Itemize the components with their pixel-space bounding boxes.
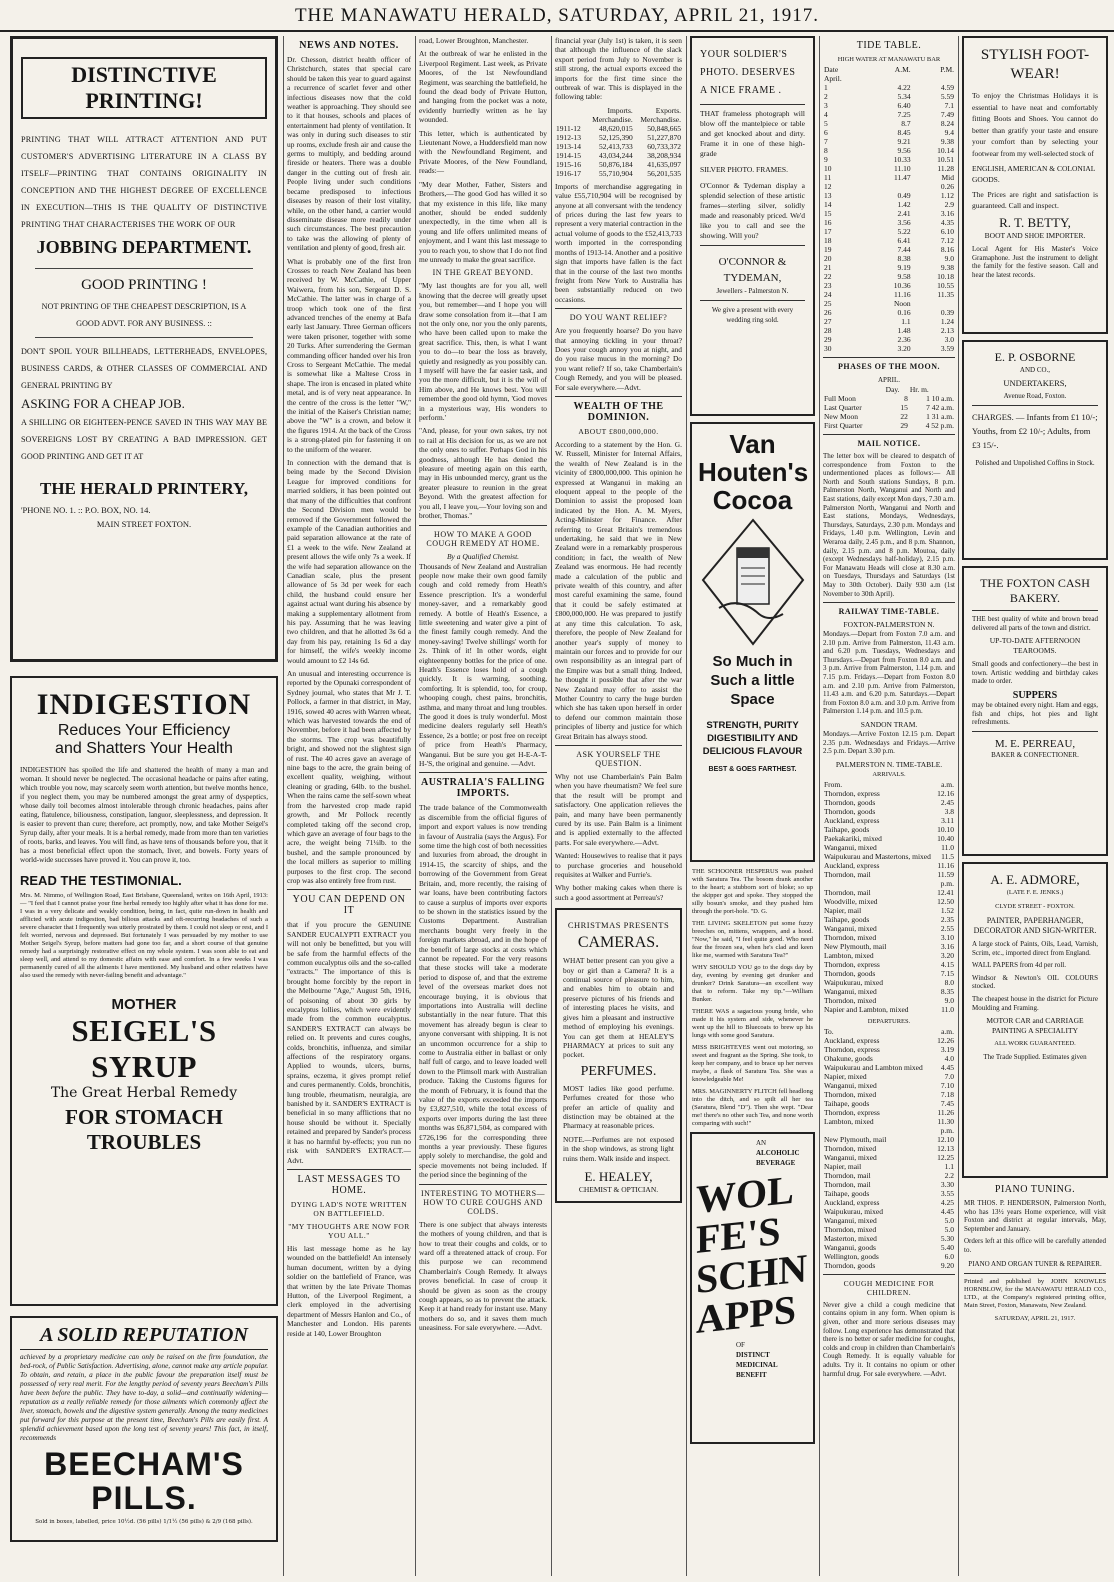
vanhouten-tag3: BEST & GOES FARTHEST. [708, 766, 797, 773]
beechams-pills: BEECHAM'S PILLS. [44, 1446, 244, 1516]
table-row: Woodville, mixed 12.50 [824, 896, 954, 906]
table-row: 20 8.38 9.0 [824, 254, 954, 263]
col4-p1: financial year (July 1st) is taken, it is seen that although the influence of the slack export period from July to November is still strong, the actual exports exceed the imports for the first time since the outbreak of war. This is displayed in the following table: [555, 36, 682, 102]
table-row: Taihape, goods 2.35 [824, 914, 954, 924]
column-rule [283, 36, 284, 1576]
column-3 [419, 36, 547, 1576]
piano-notice [962, 1184, 1108, 1324]
tide-title: TIDE TABLE. [856, 40, 922, 51]
column-2 [287, 36, 411, 1576]
admore-frame: The cheapest house in the district for Picture Moulding and Framing. [972, 994, 1098, 1012]
bother: Why bother making cakes when there is such a good assortment at Perreau's? [555, 883, 682, 902]
seigels-syrup: SEIGEL'S SYRUP [71, 1013, 217, 1084]
perreau-name: M. E. PERREAU, [994, 737, 1076, 750]
depend-title: YOU CAN DEPEND ON IT [292, 894, 406, 917]
table-row: 19 7.44 8.16 [824, 245, 954, 254]
indigestion-sub2: and Shatters Your Health [55, 740, 233, 757]
masthead: THE MANAWATU HERALD, SATURDAY, APRIL 21, 1917. [0, 2, 1114, 32]
wolfe-alcoholic: ALCOHOLIC BEVERAGE [756, 1149, 800, 1167]
perfumes-note: NOTE.—Perfumes are not exposed in the shop windows, as strong light ruins them. Walk inside and inspect. [563, 1134, 674, 1163]
table-row: 24 11.16 11.35 [824, 290, 954, 299]
table-row: Thorndon, mail 2.2 [824, 1170, 954, 1180]
table-row: 4 7.25 7.49 [824, 110, 954, 119]
bakery-tea: UP-TO-DATE AFTERNOON TEAROOMS. [989, 636, 1081, 656]
admore-work: ALL WORK GUARANTEED. [994, 1040, 1076, 1048]
news-title: NEWS AND NOTES. [299, 40, 399, 51]
rail-fp: FOXTON-PALMERSTON N. [843, 620, 935, 630]
table-row: 13 0.49 1.12 [824, 191, 954, 200]
table-row: 11 11.47 Mid [824, 173, 954, 182]
table-row: 8 9.56 10.14 [824, 146, 954, 155]
indigestion-sub1: Reduces Your Efficiency [57, 722, 231, 739]
perreau-role: BAKER & CONFECTIONER. [991, 750, 1079, 759]
printery-body: PRINTING THAT WILL ATTRACT ATTENTION AND PUT CUSTOMER'S ADVERTISING LITERATURE IN A CLASS BY ITSELF—PRINTING THAT CONTAINS ORIGINALITY IN CONCEPTION AND THE HIGHEST DEGREE OF EXCELLENCE IN EXECUTION—THIS IS THE QUALITY OF DISTINCTIVE PRINTING THAT CHARACTERISES THE WORK OF OUR [21, 135, 267, 229]
table-row: 17 5.22 6.10 [824, 227, 954, 236]
osborne-name: E. P. OSBORNE [994, 350, 1076, 364]
osborne-ad [962, 340, 1108, 560]
table-row: Thorndon, goods 9.20 [824, 1260, 954, 1270]
photo-frame-ad [690, 36, 815, 416]
table-row: Wanganui, mixed 5.0 [824, 1215, 954, 1225]
saved-body: A SHILLING OR EIGHTEEN-PENCE SAVED IN THIS WAY MAY BE SOVEREIGNS LOST BY CREATING A BAD IMPRESSION. GET GOOD PRINTING AND GET IT AT [21, 418, 267, 461]
column-rule [819, 36, 820, 1576]
column-7 [962, 36, 1108, 1576]
table-row: New Plymouth, mail 3.16 [824, 941, 954, 951]
table-row: Thorndon, express 11.26 [824, 1107, 954, 1117]
news-p2: What is probably one of the first Iron Crosses to reach New Zealand has been received by W. McCathie, of Upper Waiwera, from his son, Sergeant D. S. McCathie. The latter was in charge of a troop which took one of the first advanced trenches of the enemy at Bafa early last January. Three German officers were taken prisoner, together with some 20 Turks. After surrendering the German commanding officer handed over his Iron Cross to Sergeant McCathie. The medal is somewhat like a Maltese Cross in shape. The iron is encased in plated white metal, and is of very neat appearance. In the centre of the cross is the letter "W," the initial of the Kaiser's Christian name; above the "W" is a crown, and below it the figures 1914. At the back of the Cross is a strong-plated pin for fastening it on to the uniform of the wearer. [287, 256, 411, 454]
xmas-title: CHRISTMAS PRESENTS [567, 920, 670, 931]
vanhouten-tag2: STRENGTH, PURITY DIGESTIBILITY AND DELICIOUS FLAVOUR [702, 720, 803, 757]
table-row: 18 6.41 7.12 [824, 236, 954, 245]
admore-windsor: Windsor & Newton's OIL COLOURS stocked. [972, 973, 1098, 991]
table-row: Paekakariki, mixed 10.40 [824, 833, 954, 843]
oconnor-sub: Jewellers - Palmerston N. [716, 287, 789, 295]
table-row: 9 10.33 10.51 [824, 155, 954, 164]
cough-title: HOW TO MAKE A GOOD COUGH REMEDY AT HOME. [426, 529, 540, 548]
rail-departures: DEPARTURES. [867, 1017, 911, 1025]
table-row: 10 11.10 11.28 [824, 164, 954, 173]
col3-p3: This letter, which is authenticated by Lieutenant Nowe, a Huddersfield man now with the Newfoundland Regiment, and Private Moores, of the New Foundland, reads:— [419, 128, 547, 176]
table-row: Thorndon, express 12.16 [824, 788, 954, 798]
rail-arrivals: ARRIVALS. [872, 770, 906, 778]
table-row: Thorndon, express 3.19 [824, 1044, 954, 1054]
bakery-suppers: SUPPERS [1012, 689, 1058, 701]
perfumes-body: MOST ladies like good perfume. Perfumes created for those who prefer an article of quality and distinction may be obtained at the Pharmacy at reasonable prices. [563, 1083, 674, 1131]
last-body: His last message home as he lay wounded on the battlefield! An intensely human document, written by a dying soldier on the battlefield of France, was that written by the late Private Thomas Hutton, of the Liverpool Regiment, a clerk employed in the advertising department of Messrs Hanlon and Co., of Manchester and London. His parents reside at 140, Lower Broughton [287, 1243, 411, 1338]
wolfe-distinct: DISTINCT MEDICINAL BENEFIT [736, 1351, 778, 1379]
cough-by: By a Qualified Chemist. [446, 551, 520, 561]
saratura-2: THE LIVING SKELETON put some fuzzy breeches on, mittens, wrappers, and a hood. "Now," he said, "I feel quite good. Who need fear the frozen sea, when he's clad and keen like me, warmed with Saratura Tea?" [692, 920, 813, 959]
betty-prices: The Prices are right and satisfaction is guaranteed. Call and inspect. [972, 190, 1098, 210]
saratura-6: MRS. MAGINNERTY FLITCH fell headlong into the ditch, and so spilt all her tea (Saratura, Blend "D"). Then she wept. "Dear me! there's no other such Tea, and none worth comparing with such!" [692, 1088, 813, 1127]
table-row: Auckland, express 4.25 [824, 1197, 954, 1207]
last-title: LAST MESSAGES TO HOME. [297, 1173, 401, 1196]
column-rule [958, 36, 959, 1576]
relief-body: Are you frequently hoarse? Do you have that annoying tickling in your throat? Does your cough annoy you at night, and do you raise mucus in the morning? Do you want relief? If so, take Chamberlain's Cough Remedy, and you will be pleased. For sale everywhere.—Advt. [555, 326, 682, 392]
testimonial-title: READ THE TESTIMONIAL. [20, 873, 182, 888]
cough-body: Thousands of New Zealand and Australian people now make their own good family cough and cold remedy from Heath's Essence prescription. It's a wonderful money-saver, and a remarkably good remedy. A bottle of Heath's Essence, a little sweetening and water give a pint of the finest family cough remedy. And the money-saving! Twelve shillings' worth for 2s. Think of it! In other words, eight eighteenpenny bottles for the price of one. Heath's Essence loses hold of a cough quickly. It is warming, soothing, comforting. It is splendid, too, for croup, whooping cough, chest pains, bronchitis, asthma, and many throat and lung troubles. The good it does is truly wonderful. Most medicine dealers regularly sell Heath's Essence, 2s a bottle; or post free on receipt of price from Heath's Pharmacy, Wanganui. But be sure you get H-E-A-T-H-'S, the original and genuine. —Advt. [419, 561, 547, 769]
printery-street: MAIN STREET FOXTON. [96, 519, 192, 529]
moon-month: APRIL. [878, 376, 900, 384]
table-row: Waipukurau, mixed 4.45 [824, 1206, 954, 1216]
table-row: Masterton, mixed 5.30 [824, 1233, 954, 1243]
child-title: COUGH MEDICINE FOR CHILDREN. [843, 1278, 935, 1297]
moon-table: Day. Hr. m. Full Moon 8 1 10 a.m. Last Quarter 15 7 42 a.m. New Moon 22 1 31 a.m. First Quarter 29 4 52 p.m. [824, 385, 954, 430]
wealth-title: WEALTH OF THE DOMINION. [573, 400, 664, 423]
osborne-role: UNDERTAKERS, [1003, 378, 1067, 388]
wolfe-an: AN [756, 1139, 767, 1147]
table-row: 27 1.1 1.24 [824, 317, 954, 326]
table-row: Wanganui, goods 5.40 [824, 1242, 954, 1252]
vanhouten-ad [690, 422, 815, 862]
table-row: Thorndon, goods 2.45 [824, 797, 954, 807]
indigestion-title: INDIGESTION [36, 688, 252, 721]
table-row: Thorndon, mail 12.41 [824, 887, 954, 897]
indigestion-ad [10, 676, 278, 1306]
table-row: 1912-13 52,125,390 51,227,870 [556, 132, 681, 142]
table-row: Waipukurau and Lambton mixed 4.45 [824, 1062, 954, 1072]
table-row: 1915-16 50,876,184 41,635,097 [556, 159, 681, 169]
table-row: Last Quarter 15 7 42 a.m. [824, 403, 954, 412]
silver-frames: SILVER PHOTO. FRAMES. [700, 165, 788, 174]
photo-body: THAT frameless photograph will blow off the mantelpiece or table and get knocked about and dirty. Frame it in one of these high-grade [700, 109, 805, 158]
solid-reputation: A SOLID REPUTATION [20, 1324, 268, 1350]
cocoa-tin-icon [699, 518, 807, 648]
oconnor-name: O'CONNOR & TYDEMAN, [718, 256, 787, 284]
table-row: 29 2.36 3.0 [824, 335, 954, 344]
tide-table: Date A.M. P.M. April. 1 4.22 4.59 2 5.34 5.59 3 6.40 7.1 4 7.25 7.49 5 8.7 8.24 6 8.45 9.4 7 9.21 9.38 8 9.56 10.14 9 10.33 10.51 10 11.10 11.28 11 11.47 Mid 12 0.26 13 0.49 1.12 14 1.42 2.9 15 2.41 3.16 16 3.56 4.35 17 5.22 6.10 18 6.41 7.12 19 7.44 8.16 20 8.38 9.0 21 9.19 9.38 22 9.58 10.18 23 10.36 10.55 24 11.16 11.35 25 Noon 26 0.16 0.39 27 1.1 1.24 28 1.48 2.13 29 2.36 3.0 30 3.20 3.59 [824, 65, 954, 353]
cameras-body: WHAT better present can you give a boy or girl than a Camera? It is a continual source of pleasure to him, and enables him to obtain and preserve pictures of his friends and of interesting places he visits, and gives him a pleasant and instructive method of employing his evenings. You can get them at HEALEY'S PHARMACY at prices to suit any pocket. [563, 956, 674, 1060]
rail-pn: PALMERSTON N. TIME-TABLE. [835, 759, 943, 769]
printery-jobbing: JOBBING DEPARTMENT. [36, 237, 252, 257]
betty-sub: BOOT AND SHOE IMPORTER. [984, 231, 1086, 240]
inter-title: INTERESTING TO MOTHERS—HOW TO CURE COUGHS AND COLDS. [420, 1188, 546, 1216]
table-row: 26 0.16 0.39 [824, 308, 954, 317]
table-row: 16 3.56 4.35 [824, 218, 954, 227]
cameras: CAMERAS. [577, 934, 660, 952]
table-row: Thorndon, mixed 12.13 [824, 1143, 954, 1153]
table-row: Lambton, mixed 11.30 [824, 1116, 954, 1126]
table-row: Wanganui, mixed 2.55 [824, 923, 954, 933]
mail-title: MAIL NOTICE. [857, 439, 921, 448]
betty-ad [962, 36, 1108, 334]
table-row: 1911-12 48,620,015 50,848,665 [556, 123, 681, 133]
table-row: 2 5.34 5.59 [824, 92, 954, 101]
table-row: Waipukurau and Mastertons, mixed 11.5 [824, 851, 954, 861]
table-row: New Moon 22 1 31 a.m. [824, 412, 954, 421]
tide-month: April. [824, 74, 842, 83]
stomach-troubles: FOR STOMACH TROUBLES [65, 1105, 223, 1154]
column-4 [555, 36, 682, 1576]
printery-title: DISTINCTIVE PRINTING! [21, 57, 267, 119]
table-row: Auckland, express 3.11 [824, 815, 954, 825]
table-row: 30 3.20 3.59 [824, 344, 954, 353]
table-row: Wellington, goods 6.0 [824, 1251, 954, 1261]
table-row: Full Moon 8 1 10 a.m. [824, 394, 954, 403]
table-row: 23 10.36 10.55 [824, 281, 954, 290]
table-row: 22 9.58 10.18 [824, 272, 954, 281]
piano-body: MR THOS. P. HENDERSON, Palmerston North, who has 13½ years Home experience, will visit Foxton and district at regular intervals, May, September and January. [964, 1199, 1106, 1233]
table-row: Thorndon, goods 7.15 [824, 968, 954, 978]
osborne-and: AND CO., [1019, 366, 1051, 374]
piano-role: PIANO AND ORGAN TUNER & REPAIRER. [968, 1259, 1102, 1268]
beecham-sold: Sold in boxes, labelled, price 10½d. (56 pills) 1/1½ (56 pills) & 2/9 (168 pills). [35, 1519, 253, 1525]
wolfe-ad [690, 1132, 815, 1444]
admore-late: (LATE F. E. JENKS.) [1006, 889, 1064, 896]
relief-title: DO YOU WANT RELIEF? [569, 313, 668, 323]
table-row: Wanganui, mixed 12.25 [824, 1152, 954, 1162]
oconnor-gift: We give a present with every wedding ring sold. [711, 306, 794, 324]
table-row: Waipukurau, mixed 8.0 [824, 977, 954, 987]
col3-p6: "And, please, for your own sakes, try not to rail at His decision for us, as we are not the only ones to suffer. Perhaps God in his goodness, although He has denied the pleasure of meeting again on this earth, may in His unbounded mercy, grant us the greater pleasure to reunion in the great Beyond. With the greatest affection for you all, I leave you,—Your loving son and brother, Thomas." [419, 426, 547, 521]
news-p4: An unusual and interesting occurrence is reported by the Opunaki correspondent of Sydney journal, who states that Mr J. T. Pollock, a farmer in that district, in May, 1916, sowed 40 acres with Warren wheat, which was harvested towards the end of November, before it had been affected by the storms. The crop was beautifully bright, and showed not the slightest sign of rust. The 40 acres gave an average of nine bags to the acre, the grain being of excellent quality, weighing, without cleaning or grading, 64lb. to the bushel. When the rains came the self-sown wheat from the harvested crop made rapid growth, and Mr Pollock recently completed taking off the second crop, which gave an average of four bags to the acre, the weight being 71¼lb. to the bushel, and the sample pronounced by the local millers as superior to milling purposes to the first crop. The second crop was also entirely free from rust. [287, 669, 411, 885]
col3-p4: "My dear Mother, Father, Sisters and Brothers,—The good God has willed it so that my existence in this life, like many another, should be ended suddenly unexpectedly, in the time when all is young and life offers unlimited means of enjoyment, and I want this last message to you to reach you, to show that I do not find me unready to make the great sacrifice. [419, 179, 547, 264]
table-row: 15 2.41 3.16 [824, 209, 954, 218]
indigestion-body: INDIGESTION has spoiled the life and shattered the health of many a man and woman. It should never be neglected. The occasional headache or pains after eating, which trouble you now, may scarcely seem worth attention, but twelve months hence, if you neglect them, you may be numbered amongst the great army of dyspeptics, whose daily toil becomes almost intolerable through chronic headaches, pains after eating, flatulence, biliousness, constipation, languor, sleeplessness, and depression. It is easier to prevent than cure; therefore, act promptly, now, and take Mother Seigel's Syrup daily, after your meals. It is a herbal remedy, made from more than ten varieties of roots, barks, and leaves. You will find, as have tens of thousands before you, that it has a most beneficial effect upon the stomach, liver, and bowels. Forty years of world-wide successes have proved it. You can prove it, too. [20, 766, 268, 864]
table-row: Thorndon, goods 3.8 [824, 806, 954, 816]
imports-table: Imports. Exports. Merchandise. Merchandise. 1911-12 48,620,015 50,848,665 1912-13 52,125,390 51,227,870 1913-14 52,413,733 60,733,372 1914-15 43,034,244 38,208,934 1915-16 50,876,184 41,635,097 1916-17 55,710,904 56,201,535 [556, 105, 681, 178]
osborne-addr: Avenue Road, Foxton. [1003, 392, 1067, 400]
news-p3: In connection with the demand that is being made by the Second Division League for improved conditions for married soldiers, it has been pointed out that many of the difficulties that confront the Second Division men would be removed if the Government followed the example of the Canadian authorities and paid separation allowance at the rate of £1 a week to the wife. New Zealand at present allows the wife only 7s a week. If the wife had separation allowance on the Canadian scale, plus the present allowance of 5s 3d per week for each child, the husband could ensure her against actual want during his absence by making a supplementary allotment from his pay. Assuming that he was leaving two children, and that he allotted 3s 6d a day from his pay, retaining 1s 6d a day for himself, the wife's weekly income would amount to £2 14s 6d. [287, 458, 411, 665]
bakery-body: THE best quality of white and brown bread delivered all parts of the town and district. [972, 615, 1098, 632]
col3-p2: At the outbreak of war he enlisted in the Liverpool Regiment. Last week, as Private Moores, of the 1st Newfoundland Regiment, was searching the battlefield, he found the dead body of Private Hutton, and hanging from the pocket was a note, evidently hurriedly written as he lay wounded. [419, 49, 547, 125]
table-row: Thorndon, mail 11.59 [824, 869, 954, 879]
printery-phone: 'PHONE NO. 1. :: P.O. BOX, NO. 14. [21, 505, 151, 515]
last-quote: "MY THOUGHTS ARE NOW FOR YOU ALL." [288, 1221, 410, 1240]
admore-addr: CLYDE STREET - FOXTON. [995, 903, 1075, 910]
departures-table: To. a.m. Auckland, express 12.26 Thorndon, express 3.19 Ohakune, goods 4.0 Waipukurau and Lambton mixed 4.45 Napier, mixed 7.0 Wanganui, mixed 7.10 Thorndon, mixed 7.18 Taihape, goods 7.45 Thorndon, express 11.26 Lambton, mixed 11.30 p.m. New Plymouth, mail 12.10 Thorndon, mixed 12.13 Wanganui, mixed 12.25 Napier, mail 1.1 Thorndon, mail 2.2 Thorndon, mail 3.30 Taihape, goods 3.55 Auckland, express 4.25 Waipukurau, mixed 4.45 Wanganui, mixed 5.0 Thorndon, mixed 5.0 Masterton, mixed 5.30 Wanganui, goods 5.40 Wellington, goods 6.0 Thorndon, goods 9.20 [824, 1026, 954, 1270]
bakery-sup-body: may be obtained every night. Ham and eggs, fish and chips, hot pies and light refreshments. [972, 700, 1098, 727]
depend-body: that if you procure the GENUINE SANDER EUCALYPTI EXTRACT you will not only be benefitted, but you will be safe from the harmful effects of the common eucalyptus oils and the so-called "extracts." The importance of this is brought home forcibly by the report in the Melbourne "Age," August 5th, 1916, of poisoning of about 30 girls by eucalyptus lollies, which were evidently made from the common eucalyptus. SANDER'S EXTRACT can always be relied on. It prevents and cures coughs, colds, bronchitis, influenza, and similar affections of the respiratory organs. Applied to wounds, ulcers, burns, sprains, eczema, it gives prompt relief and cures permanently. Colds, bronchitis, lung trouble, rheumatism, neuralgia, are banished by it. SANDER'S EXTRACT is beneficial in so many afflictions that no house should be without it. Specially retained and prepared by Sander's process it has no harmful by-effects; you run no risk with SANDER'S EXTRACT.—Advt. [287, 920, 411, 1165]
wealth-sub: ABOUT £800,000,000. [578, 426, 659, 436]
healey-ad [555, 908, 682, 1203]
saratura-4: THERE WAS a sagacious young bride, who made it his system and side, whenever he went up the hill to Bluecoats to brew up his lungs with some good Saratura. [692, 1008, 813, 1039]
vanhouten-tag1: So Much in Such a little Space [710, 653, 795, 708]
rail-fp-body: Mondays.—Depart from Foxton 7.0 a.m. and 2.10 p.m. Arrive from Palmerston, 11.43 a.m. and 6.20 p.m. Tuesdays, Wednesdays and Thursdays.—Depart from Foxton 8.0 a.m. and 3 p.m. Arrive from Palmerston, 1.14 p.m. and 7.15 p.m. Fridays.—Depart from Foxton 8.0 a.m. and 2.10 p.m. Arrive from Palmerston, 11.43 a.m. and 6.20 p.m. Saturdays.—Depart from Foxton 8.0 a.m. and 3.0 p.m. Arrive from Palmerston 1.14 p.m. and 10.5 p.m. [823, 630, 955, 716]
table-row: 1913-14 52,413,733 60,733,372 [556, 141, 681, 151]
table-row: New Plymouth, mail 12.10 [824, 1134, 954, 1144]
table-row: Wanganui, mixed 7.10 [824, 1080, 954, 1090]
admore-motor: MOTOR CAR and CARRIAGE PAINTING A SPECIALITY [986, 1016, 1084, 1036]
table-row: 7 9.21 9.38 [824, 137, 954, 146]
table-row: Thorndon, express 4.15 [824, 959, 954, 969]
good-printing-body: NOT PRINTING OF THE CHEAPEST DESCRIPTION, IS A GOOD ADVT. FOR ANY BUSINESS. :: [41, 302, 247, 328]
tide-sub: HIGH WATER AT MANAWATU BAR [837, 56, 941, 63]
saratura-5: MISS BRIGHTEYES went out motoring, so sweet and fragrant as the Spring. She took, to keep her company, and to brace up her nerves maybe, a flask of Saratura Tea. She was a knowledgeable Me! [692, 1044, 813, 1083]
table-row: Auckland, express 12.26 [824, 1035, 954, 1045]
moon-title: PHASES OF THE MOON. [838, 362, 940, 371]
table-row: Auckland, express 11.16 [824, 860, 954, 870]
bakery-goods: Small goods and confectionery—the best in town. Artistic wedding and birthday cakes made to order. [972, 660, 1098, 686]
table-row: Thorndon, mixed 5.0 [824, 1224, 954, 1234]
table-row: p.m. [940, 1125, 954, 1135]
column-1 [10, 36, 278, 1576]
table-row: 12 0.26 [824, 182, 954, 191]
column-6 [823, 36, 955, 1576]
bakery-title: THE FOXTON CASH BAKERY. [980, 576, 1090, 605]
admore-body: A large stock of Paints, Oils, Lead, Varnish, Scrim, etc., imported direct from England. [972, 940, 1098, 957]
betty-body: To enjoy the Christmas Holidays it is essential to have neat and comfortably fitting Boots and Shoes. You cannot do better than gratify your taste and ensure your comfort than by selecting your footwear from my well-selected stock of [972, 91, 1098, 158]
table-row: Ohakune, goods 4.0 [824, 1053, 954, 1063]
testimonial-body: Mrs. M. Nimmo, of Wellington Road, East Brisbane, Queensland, writes on 16th April, 1913:— "I feel that I cannot praise your fine herbal remedy too highly after what it has done for me. I was in a very delicate and weakly condition, being, in fact, quite run-down in health and afflicted with acute indigestion, bad bilious attacks and oft-recurring headaches of such a severe character that I frequently was utterly prostrated by them. I could not sleep or rest, and I felt worried, nervous and depressed. But fortunately I was persuaded by my mother to use Mother Seigel's Syrup, before matters had gone too far, and a short course of that genuine remedy had a surprisingly restorative effect on my whole system. I was soon able to eat and sleep well, and attend to my domestic affairs with ease and comfort. In a few weeks I was permanently cured of all the ailments I have mentioned. My husband and other relatives have also used the remedy with never-failing benefit and advantage." [20, 892, 268, 979]
healey-role: CHEMIST & OPTICIAN. [578, 1184, 659, 1194]
date-footer: SATURDAY, APRIL 21, 1917. [994, 1314, 1076, 1322]
wanted: Wanted: Housewives to realise that it pays to purchase groceries and household requisites at Walker and Furrie's. [555, 851, 682, 880]
table-row: Thorndon, mail 3.30 [824, 1179, 954, 1189]
child-body: Never give a child a cough medicine that contains opium in any form. When opium is given, other and more serious diseases may follow. Long experience has demonstrated that there is no better or safer medicine for coughs, colds and croup in children than Chamberlain's Cough Remedy. It is equally valuable for adults. Try it. It contains no opium or other harmful drug. For sale everywhere. —Advt. [823, 1300, 955, 1378]
wealth-body: According to a statement by the Hon. G. W. Russell, Minister for Internal Affairs, the wealth of New Zealand is in the vicinity of £800,000,000. This opinion he expressed at Wanganui in making an eloquent appeal to the people of the Dominion to assist the proposed loan indicated by the Hon. A. M. Myers, Acting-Minister for Finance. After referring to Great Britain's tremendous undertaking, he said that we in New Zealand were in a remarkably prosperous condition; in fact, the wealth of New Zealand was enormous. He had recently made a calculation of the public and private wealth of this country, and after most careful examining the same, found that it could be safely estimated at £800,000,000. He was prepared to justify at any time this calculation. To ask, therefore, the people of New Zealand for another year's supply of money to maintain our forces and to provide for our own responsibility as an integral part of the Empire was but a small thing. Indeed, he thought it possible that after the war New Zealand may offer to assist the Mother Country to carry the huge burden which she has taken upon herself in order to defend our common maintain those principles of liberty and justice for which Great Britain has always stood. [555, 439, 682, 741]
beecham-ad [10, 1316, 278, 1542]
table-row: 21 9.19 9.38 [824, 263, 954, 272]
table-row: Taihape, goods 3.55 [824, 1188, 954, 1198]
mail-body: The letter box will be cleared to despatch of correspondence from Foxton to the undermentioned places as follows:— All North and South stations Sundays, 8 p.m. Palmerston North, Wanganui and North and East stations, daily except Mon days, 7.30 a.m. Palmerston North, Wanganui and North and East stations, Mondays, Wednesdays, Thursdays, Saturdays, 2.30 p.m. Mondays and Fridays, 1.40 p.m. Wellington, Levin and Weraroa daily, 2.45 p.m., and 8 p.m. Shannon, daily, 2.15 p.m. and 8 p.m. Moutoa, daily (except Wednesdays half-holiday), 2.15 p.m. For Manawatu Heads will close at 8.30 a.m. on Tuesdays, Thursdays and Saturdays (1st May to 30th October). Daily 930 a.m (1st November to 30th April). [823, 452, 955, 598]
aus-title: AUSTRALIA'S FALLING IMPORTS. [420, 777, 546, 800]
table-row: First Quarter 29 4 52 p.m. [824, 421, 954, 430]
admore-wall: WALL PAPERS from 4d per roll. [972, 961, 1066, 970]
admore-name: A. E. ADMORE, [990, 872, 1080, 887]
betty-name: R. T. BETTY, [999, 215, 1071, 230]
betty-goods: ENGLISH, AMERICAN & COLONIAL GOODS. [972, 164, 1096, 184]
table-row: Napier, mixed 7.0 [824, 1071, 954, 1081]
table-row: Napier, mail 1.52 [824, 905, 954, 915]
saratura-column [690, 868, 815, 1128]
betty-agent: Local Agent for His Master's Voice Gramaphone. Just the instrument to delight the family for the festive season. Call and hear the latest records. [972, 245, 1098, 279]
table-row: 28 1.48 2.13 [824, 326, 954, 335]
table-row: 25 Noon [824, 299, 911, 308]
news-p1: Dr. Chesson, district health officer of Christchurch, states that special care should be taken this year to guard against a recurrence of scarlet fever and other infectious diseases now that the cold weather is approaching. They should see to it that houses, schools and places of entertainment had plenty of ventilation. It was only in during such diseases to stir up rooms, exclude fresh air and cause the germs to multiply, and bedding around fireside or heaters. There was a double danger in the cutting out of fresh air. People living under such conditions became predisposed to infectious diseases by reason of their lost vitality, while, on the other hand, a carrier would disseminate disease more readily under such circumstances. The best precaution to take was the allowing of plenty of ventilation and plenty of good, fresh air. [287, 55, 411, 253]
rail-tram-body: Mondays.—Arrive Foxton 12.15 p.m. Depart 2.35 p.m. Wednesdays and Fridays.—Arrive 2.5 p.m. Depart 3.30 p.m. [823, 730, 955, 756]
spoil-body: DON'T SPOIL YOUR BILLHEADS, LETTERHEADS, ENVELOPES, BUSINESS CARDS, & OTHER CLASSES OF COMMERCIAL AND GENERAL PRINTING BY [21, 347, 267, 390]
table-row: 1914-15 43,034,244 38,208,934 [556, 150, 681, 160]
last-sub: DYING LAD'S NOTE WRITTEN ON BATTLEFIELD. [290, 1199, 408, 1218]
wolfe-of: OF [736, 1341, 745, 1349]
rail-tram: SANDON TRAM. [860, 720, 918, 730]
aus-body: The trade balance of the Commonwealth as discernible from the official figures of import and export values is now trending in favour of Australia (says the Argus). For some time the high cost of both necessities and luxuries from abroad, the drought in 1914-15, the scarcity of ships, and the borrowing of the Government from Great Britain, and, more recently, the raising of war loans, have been contributing factors to cause a surplus of imports over exports to be shown in the statistics issued by the Customs Department. Australian merchants bought very freely in the foreign markets abroad, and in the hope of the benefit of large stocks at costs which cannot be repeated. For the very reasons that these stocks will take a moderate period to dispose of, and that the extreme level of the overseas market does not encourage buying, it is obvious that importations into Australia will decline substantially in the near future. That this movement has already begun is clear to anyone conversant with shipping. It is not an uncommon occurrence for a ship to come to Australia either in ballast or only half full of cargo, and to leave loaded well down to the Plimsoll mark with Australian produce. Taking the Customs figures for the month of February, it is found that the value of the exports exceeded the imports by £3,827,510, while the total excess of exports over imports during the last three months was £6,871,504, as compared with £726,196 for the corresponding three months a year previously. These figures apply solely to merchandise, the gold and specie movements not being included. If the period since the beginning of the [419, 803, 547, 1180]
table-row: 5 8.7 8.24 [824, 119, 954, 128]
vanhouten-brand: Van Houten's Cocoa [698, 429, 809, 515]
table-row: Napier, mail 1.1 [824, 1161, 954, 1171]
table-row: 1916-17 55,710,904 56,201,535 [556, 168, 681, 178]
table-row: Taihape, goods 7.45 [824, 1098, 954, 1108]
admore-trade: The Trade Supplied. Estimates given [983, 1053, 1087, 1062]
column-rule [415, 36, 416, 1576]
piano-title: PIANO TUNING. [994, 1184, 1076, 1195]
printery-name: THE HERALD PRINTERY, [39, 479, 248, 498]
photo-body2: O'Connor & Tydeman display a splendid selection of these artistic frames—sterling silver, solidly made and reasonably priced. We'd like you to call and see the showing. Will you? [700, 181, 805, 240]
table-row: 14 1.42 2.9 [824, 200, 954, 209]
col3-p5: "My last thoughts are for you all, well knowing that the decree will greatly upset you, but remember—and I hope you will draw some consolation from it—that I am not the only one, nor you the only parents, who have been called upon to make the great sacrifice. This, then, is what I want you to do—to bear the loss as bravely, quietly and resignedly as you possibly can. I myself will have the far easier task, and you the more difficult, but it is the will of Him above, and He knows best. You will remember the good old hymn, 'God moves in a mysterious way, His wonders to perform.' [419, 281, 547, 423]
ask-title: ASK YOURSELF THE QUESTION. [576, 749, 661, 768]
piano-orders: Orders left at this office will be carefully attended to. [964, 1237, 1106, 1254]
great-herbal: The Great Herbal Remedy [50, 1085, 238, 1101]
admore-role: PAINTER, PAPERHANGER, DECORATOR AND SIGN-WRITER. [973, 916, 1097, 935]
col3-p1: road, Lower Broughton, Manchester. [419, 36, 529, 45]
table-row: p.m. [940, 878, 954, 888]
admore-ad [962, 862, 1108, 1178]
table-row: Thorndon, mixed 3.10 [824, 932, 954, 942]
beecham-body: achieved by a proprietary medicine can only be raised on the firm foundation, the bed-rock, of Public Satisfaction. Advertising, alone, cannot make any article popular. To obtain, and retain, a place in the public favour the preparation itself must be possessed of very real merit. For the lengthy period of seventy years Beecham's Pills have been before the public. They have to-day, a solid—and continually widening—reputation as a really reliable remedy for those ailments which commonly affect the liver, stomach, bowels and the digestive system generally. Among the many medicines put forward for this purpose at the present time, Beecham's Pills are easily first. A splendid achievement based upon the long test of seventy years! This fact, in itself, recommends [20, 1353, 268, 1442]
table-row: Lambton, mixed 3.20 [824, 950, 954, 960]
col4-p2: Imports of merchandise aggregating in value £55,710,904 will be recognised by anyone at all conversant with the tendency of prices during the last few years to represent a very material contraction in the actual volume of goods to the £52,413,733 worth imported in the corresponding months of 1913-14. Another and a positive sign that imports have fallen is the fact that in the course of the last two months freight from New York to Australia has been substantially reduced on two occasions. [555, 181, 682, 304]
perfumes: PERFUMES. [580, 1063, 657, 1079]
photo-title: YOUR SOLDIER'S PHOTO. DESERVES A NICE FRAME . [700, 49, 796, 96]
column-rule [686, 36, 687, 1576]
column-rule [551, 36, 552, 1576]
beyond-title: IN THE GREAT BEYOND. [432, 268, 534, 278]
good-printing: GOOD PRINTING ! [81, 277, 207, 293]
rail-title: RAILWAY TIME-TABLE. [838, 607, 940, 617]
table-row: Taihape, goods 10.10 [824, 824, 954, 834]
mother: MOTHER [111, 996, 177, 1013]
table-row: Wanganui, mixed 8.35 [824, 986, 954, 996]
table-row: 1 4.22 4.59 [824, 83, 954, 92]
table-row: 6 8.45 9.4 [824, 128, 954, 137]
inter-body: There is one subject that always interests the mothers of young children, and that is how to treat their coughs and colds, or to ward off a threatened attack of croup. For this purpose we can recommend Chamberlain's Cough Remedy. It always proves beneficial. In case of croup it should be given as soon as the croupy cough appears, so as to prevent the attack. Keep it at hand ready for instant use. Many mothers do so, and it saves them much uneasiness. For sale everywhere. —Advt. [419, 1219, 547, 1333]
table-row: Thorndon, mixed 9.0 [824, 995, 954, 1005]
table-row: Napier and Lambton, mixed 11.0 [824, 1004, 954, 1014]
osborne-coffins: Polished and Unpolished Coffins in Stock. [975, 459, 1095, 467]
bakery-ad [962, 566, 1108, 856]
wolfe-brand: WOLFE'S SCHNAPPS [696, 1166, 808, 1342]
table-row: Thorndon, mixed 7.18 [824, 1089, 954, 1099]
table-row: Wanganui, mixed 11.0 [824, 842, 954, 852]
saratura-3: WHY SHOULD YOU go to the dogs day by day, evening by evening get drunker and drunker? Drink Saratura—an excellent way that to reform. Take my tip."—William Bunker. [692, 964, 813, 1003]
arrivals-table: From. a.m. Thorndon, express 12.16 Thorndon, goods 2.45 Thorndon, goods 3.8 Auckland, express 3.11 Taihape, goods 10.10 Paekakariki, mixed 10.40 Wanganui, mixed 11.0 Waipukurau and Mastertons, mixed 11.5 Auckland, express 11.16 Thorndon, mail 11.59 p.m. Thorndon, mail 12.41 Woodville, mixed 12.50 Napier, mail 1.52 Taihape, goods 2.35 Wanganui, mixed 2.55 Thorndon, mixed 3.10 New Plymouth, mail 3.16 Lambton, mixed 3.20 Thorndon, express 4.15 Thorndon, goods 7.15 Waipukurau, mixed 8.0 Wanganui, mixed 8.35 Thorndon, mixed 9.0 Napier and Lambton, mixed 11.0 [824, 779, 954, 1014]
betty-title: STYLISH FOOT-WEAR! [980, 47, 1090, 82]
imprint: Printed and published by JOHN KNOWLES HORNBLOW, for the MANAWATU HERALD CO., LTD., at the Company's registered printing office, Main Street, Foxton, Manawatu, New Zealand. [964, 1277, 1106, 1309]
healey-name: E. HEALEY, [584, 1168, 653, 1184]
column-5 [690, 36, 815, 1576]
saratura-1: THE SCHOONER HESPERUS was pushed with Saratura Tea. The bosom drank another to the heart; a stubborn sort of bloke; so up the skipper got and spoke. They stopped the silly bosun's smoke, and they pushed him through the port-hole. "D. G. [692, 868, 813, 915]
ask-body: Why not use Chamberlain's Pain Balm when you have rheumatism? We feel sure that the result will be prompt and satisfactory. One application relieves the pain, and many have been permanently cured by its use. Pain Balm is a liniment and is applied externally to the affected parts. For sale everywhere.—Advt. [555, 771, 682, 847]
osborne-charges: CHARGES. — Infants from £1 10/-; Youths, from £2 10/-; Adults, from £3 15/-. [972, 412, 1098, 450]
cheap-job: ASKING FOR A CHEAP JOB. [21, 396, 185, 411]
printery-ad [10, 36, 278, 662]
table-row: 3 6.40 7.1 [824, 101, 954, 110]
